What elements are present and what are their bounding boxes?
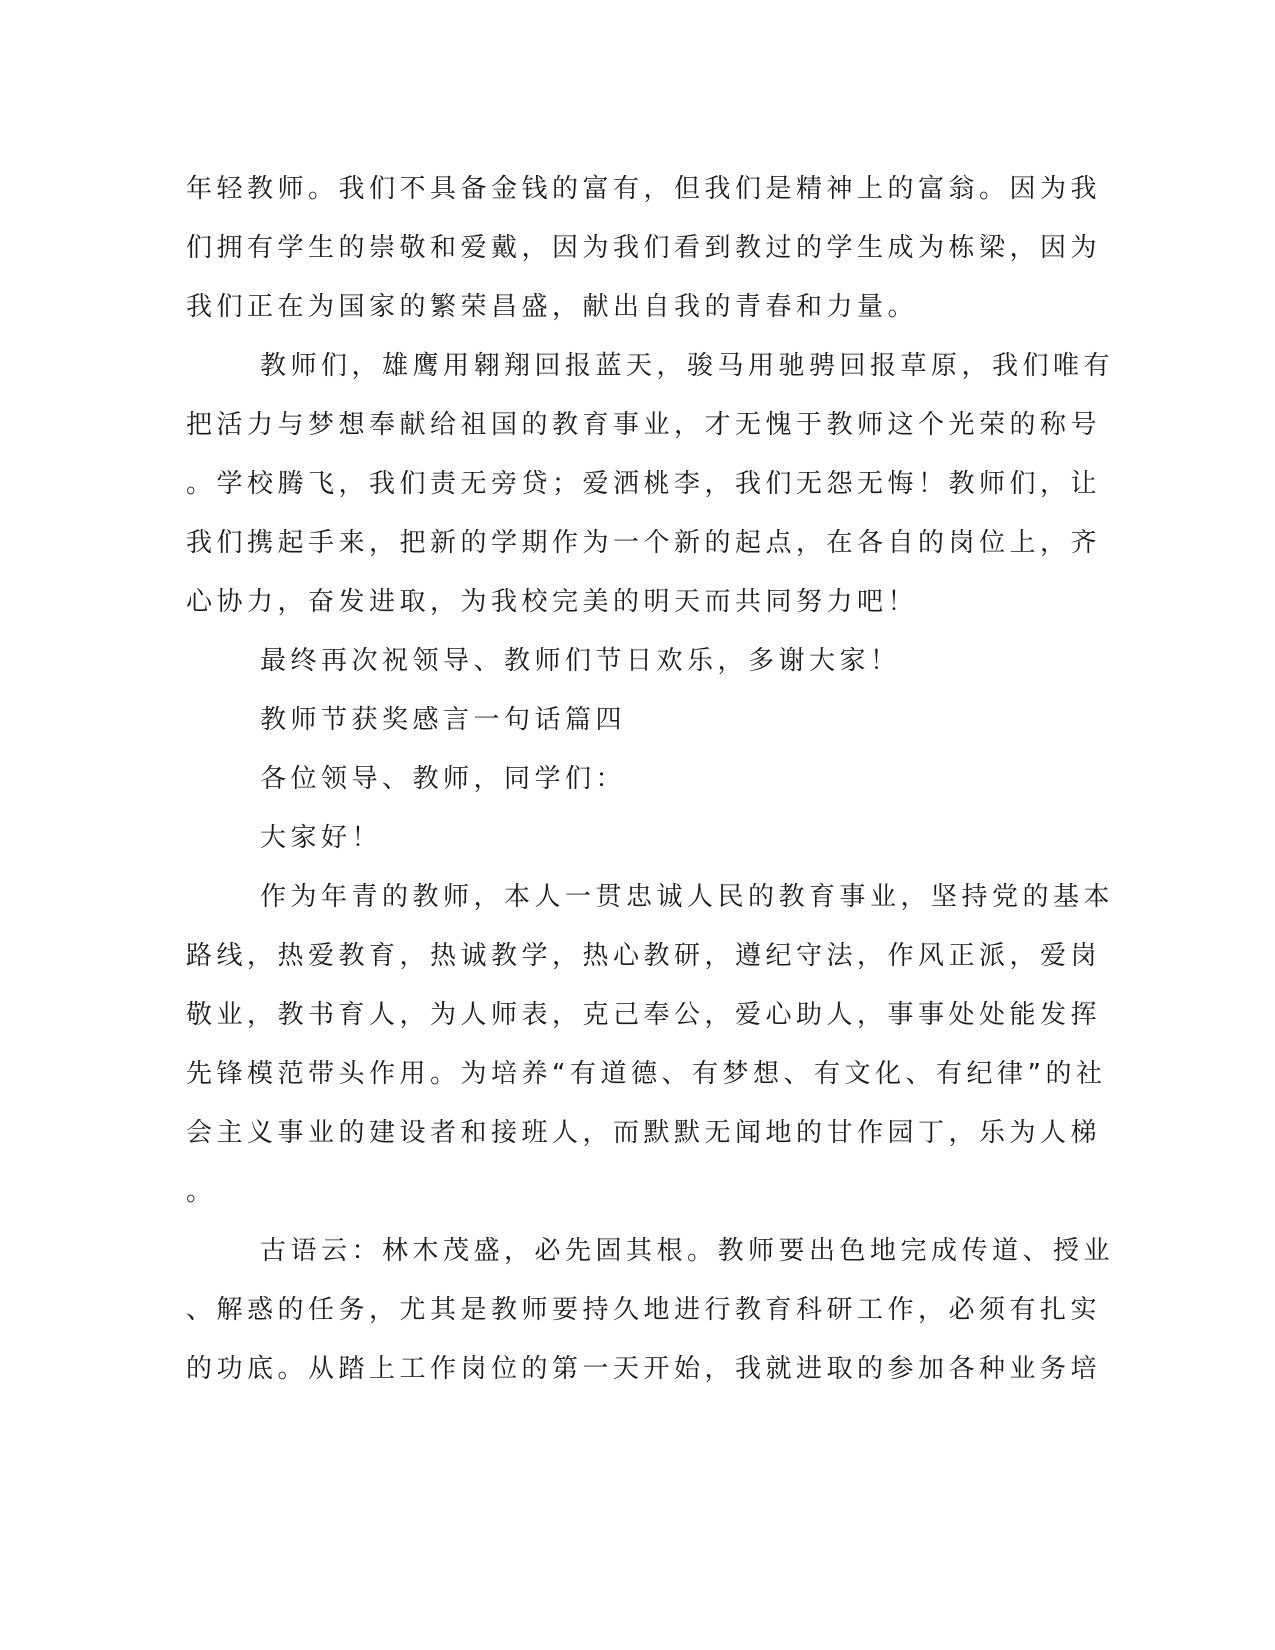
text-line: 。学校腾飞，我们责无旁贷；爱洒桃李，我们无怨无悔！教师们，让: [186, 469, 1102, 499]
closing-line: 最终再次祝领导、教师们节日欢乐，多谢大家！: [260, 646, 901, 676]
salutation-line: 各位领导、教师，同学们：: [260, 764, 627, 794]
text-line: 。: [186, 1177, 217, 1207]
text-line: 、解惑的任务，尤其是教师要持久地进行教育科研工作，必须有扎实: [186, 1295, 1102, 1325]
paragraph-start-line: 作为年青的教师，本人一贯忠诚人民的教育事业，坚持党的基本: [260, 882, 1115, 912]
text-line: 路线，热爱教育，热诚教学，热心教研，遵纪守法，作风正派，爱岗: [186, 941, 1102, 971]
text-line: 我们正在为国家的繁荣昌盛，献出自我的青春和力量。: [186, 292, 919, 322]
text-line: 我们携起手来，把新的学期作为一个新的起点，在各自的岗位上，齐: [186, 528, 1102, 558]
section-heading: 教师节获奖感言一句话篇四: [260, 705, 627, 735]
text-line: 先锋模范带头作用。为培养“有道德、有梦想、有文化、有纪律”的社: [186, 1059, 1107, 1089]
text-line: 把活力与梦想奉献给祖国的教育事业，才无愧于教师这个光荣的称号: [186, 410, 1102, 440]
text-line: 年轻教师。我们不具备金钱的富有，但我们是精神上的富翁。因为我: [186, 174, 1102, 204]
text-line: 心协力，奋发进取，为我校完美的明天而共同努力吧！: [186, 587, 919, 617]
paragraph-start-line: 古语云：林木茂盛，必先固其根。教师要出色地完成传道、授业: [260, 1236, 1115, 1266]
document-body: [186, 160, 1115, 1399]
text-line: 们拥有学生的崇敬和爱戴，因为我们看到教过的学生成为栋梁，因为: [186, 233, 1102, 263]
text-line: 敬业，教书育人，为人师表，克己奉公，爱心助人，事事处处能发挥: [186, 1000, 1102, 1030]
text-line: 的功底。从踏上工作岗位的第一天开始，我就进取的参加各种业务培: [186, 1354, 1102, 1384]
greeting-line: 大家好！: [260, 823, 383, 853]
paragraph-start-line: 教师们，雄鹰用翱翔回报蓝天，骏马用驰骋回报草原，我们唯有: [260, 351, 1115, 381]
text-line: 会主义事业的建设者和接班人，而默默无闻地的甘作园丁，乐为人梯: [186, 1118, 1102, 1148]
